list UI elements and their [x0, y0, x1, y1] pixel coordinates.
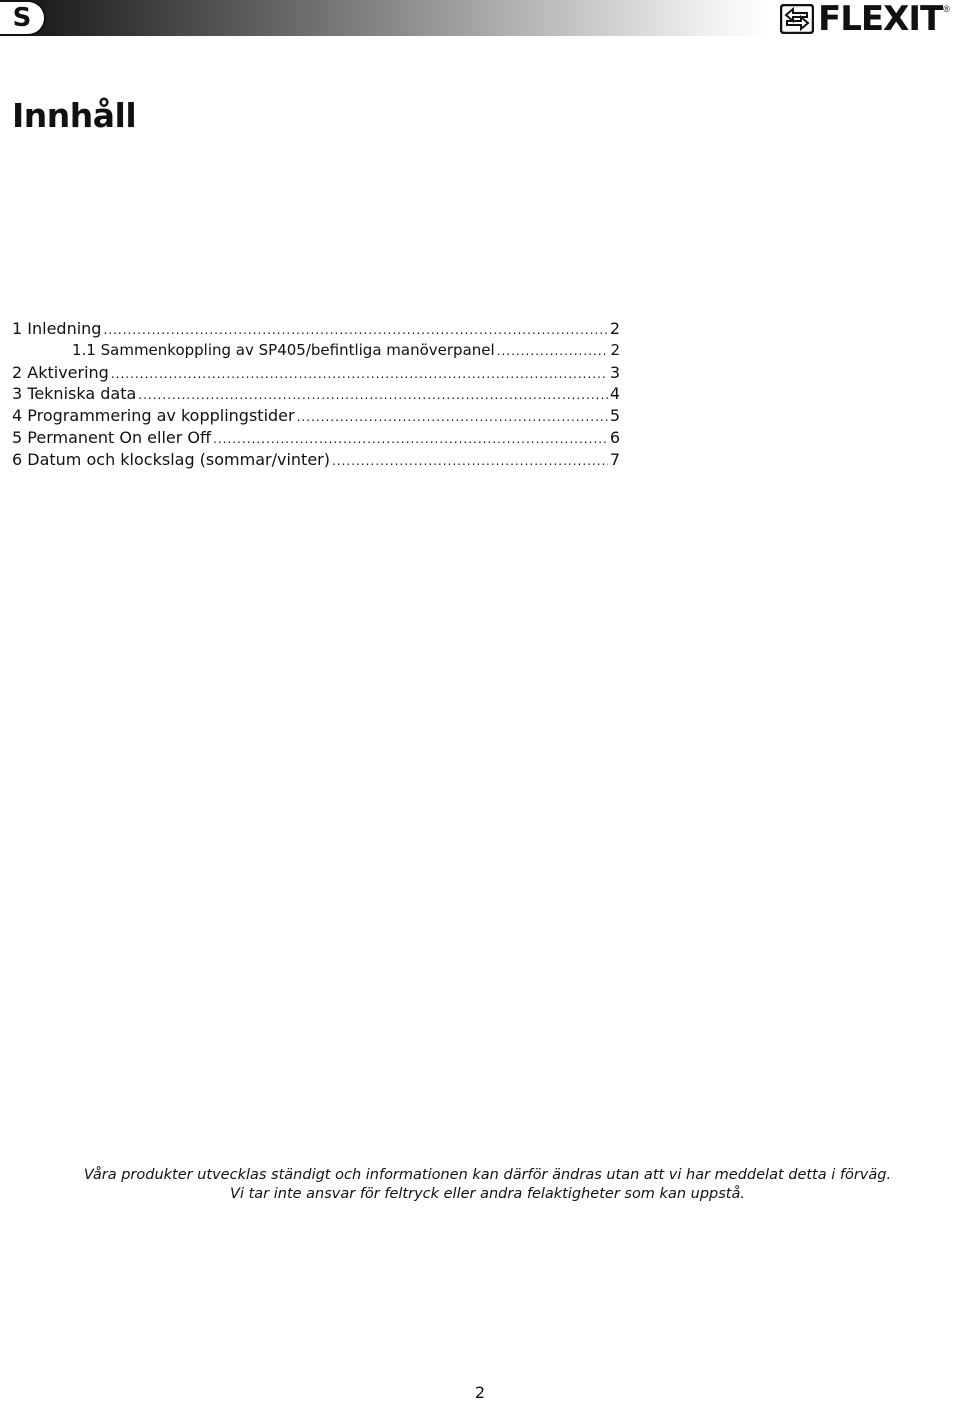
toc-entry-page: 5: [609, 406, 620, 426]
brand-name: FLEXIT: [818, 0, 943, 39]
registered-mark: ®: [943, 4, 950, 14]
toc-entry-page: 7: [609, 449, 620, 469]
toc-entry-page: 2: [609, 319, 620, 338]
toc-entry-label: 2 Aktivering: [12, 362, 109, 382]
disclaimer-line-1: Våra produkter utvecklas ständigt och informationen kan därför ändras utan att vi har meddelat detta i förväg.: [83, 1167, 892, 1183]
toc-entry[interactable]: [12, 450, 620, 472]
header-gradient-bar: [0, 0, 770, 36]
double-arrow-icon: [780, 4, 814, 34]
language-badge: [0, 0, 46, 36]
toc-entry[interactable]: [12, 384, 620, 406]
toc-leader-dots: [111, 367, 608, 381]
toc-entry-page: 2: [610, 340, 620, 359]
disclaimer-line-2: Vi tar inte ansvar för feltryck eller andra felaktigheter som kan uppstå.: [230, 1186, 745, 1202]
toc-entry-label: 5 Permanent On eller Off: [12, 427, 212, 447]
toc-leader-dots: [332, 454, 608, 468]
toc-entry-page: 6: [609, 427, 620, 447]
toc-entry[interactable]: [12, 363, 620, 385]
toc-entry-label: 1 Inledning: [12, 319, 102, 338]
flexit-logo: [780, 1, 950, 37]
toc-leader-dots: [103, 323, 607, 337]
disclaimer: [0, 1166, 960, 1204]
language-code: S: [12, 3, 32, 33]
toc-entry-page: 4: [609, 384, 620, 404]
toc-leader-dots: [213, 432, 608, 446]
toc-entry-label: 3 Tekniska data: [12, 384, 137, 404]
toc-entry-page: 3: [609, 362, 620, 382]
toc-entry[interactable]: [12, 341, 620, 363]
table-of-contents: [12, 319, 620, 472]
page-number: 2: [474, 1383, 486, 1402]
toc-leader-dots: [138, 388, 608, 402]
toc-entry-label: 1.1 Sammenkoppling av SP405/befintliga manöverpanel: [72, 340, 495, 359]
toc-leader-dots: [297, 410, 608, 424]
toc-entry-label: 4 Programmering av kopplingstider: [12, 406, 295, 426]
toc-entry[interactable]: [12, 319, 620, 341]
toc-entry-label: 6 Datum och klockslag (sommar/vinter): [12, 449, 330, 469]
toc-entry[interactable]: [12, 428, 620, 450]
page-title: Innhåll: [12, 96, 137, 135]
toc-leader-dots: [497, 344, 609, 358]
toc-entry[interactable]: [12, 406, 620, 428]
